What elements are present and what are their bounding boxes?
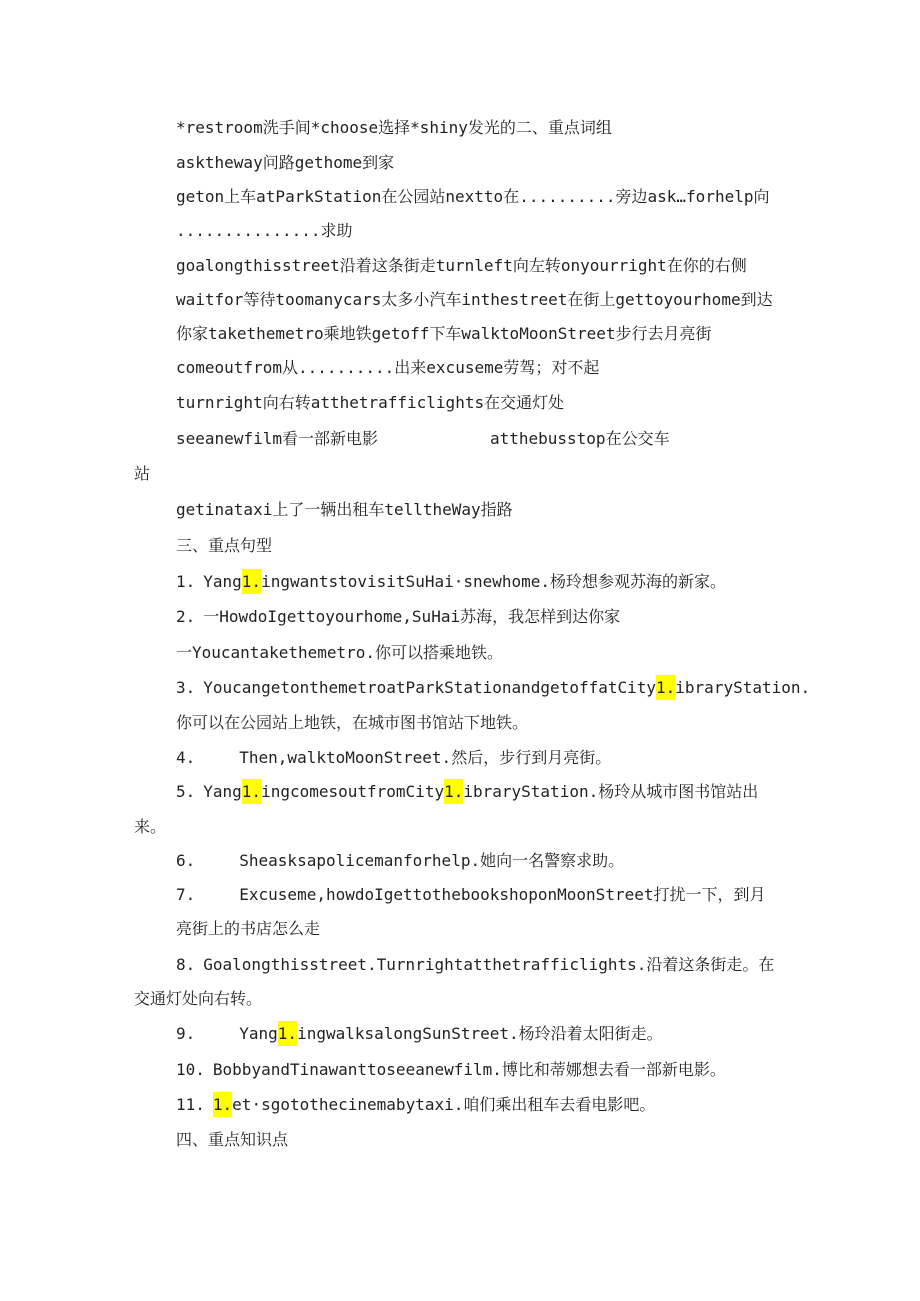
vocab-line-8: comeoutfrom从..........出来excuseme劳驾；对不起 — [176, 358, 600, 377]
sentence-7-cont: 亮街上的书店怎么走 — [176, 919, 321, 938]
vocab-line-12: getinataxi上了一辆出租车telltheWay指路 — [176, 500, 513, 519]
vocab-line-5: goalongthisstreet沿着这条街走turnleft向左转onyourright在你的右侧 — [176, 256, 747, 275]
vocab-line-11: 站 — [134, 464, 151, 483]
section-heading-sentences: 三、重点句型 — [176, 536, 273, 555]
sentence-8 — [176, 954, 774, 976]
highlight-mark: 1. — [213, 1092, 232, 1117]
sentence-text: Yang — [203, 782, 242, 801]
sentence-text: Yang — [203, 572, 242, 591]
sentence-10 — [176, 1059, 726, 1081]
sentence-7 — [176, 884, 765, 906]
sentence-number: 6. — [176, 851, 196, 870]
sentence-number: 8. — [176, 955, 196, 974]
vocab-line-6: waitfor等待toomanycars太多小汽车inthestreet在街上gettoyourhome到达 — [176, 290, 773, 309]
sentence-number: 10. — [176, 1060, 205, 1079]
vocab-line-9: turnright向右转atthetrafficlights在交通灯处 — [176, 393, 565, 412]
sentence-number: 4. — [176, 748, 196, 767]
sentence-text: BobbyandTinawanttoseeanewfilm.博比和蒂娜想去看一部新电影。 — [212, 1060, 726, 1079]
sentence-3 — [176, 677, 810, 699]
sentence-text: ibraryStation. — [675, 678, 811, 697]
sentence-number: 2. — [176, 607, 196, 626]
sentence-text: Goalongthisstreet.Turnrightatthetrafficlights.沿着这条街走。在 — [203, 955, 775, 974]
sentence-text: Yang — [239, 1024, 278, 1043]
highlight-mark: 1. — [656, 675, 675, 700]
section-heading-knowledge: 四、重点知识点 — [176, 1130, 289, 1149]
sentence-text: 一HowdoIgettoyourhome,SuHai苏海，我怎样到达你家 — [203, 607, 621, 626]
highlight-mark: 1. — [278, 1021, 297, 1046]
sentence-number: 1. — [176, 572, 196, 591]
sentence-text: et·sgotothecinemabytaxi.咱们乘出租车去看电影吧。 — [232, 1095, 656, 1114]
highlight-mark: 1. — [242, 569, 261, 594]
sentence-text: Excuseme,howdoIgettothebookshoponMoonStreet打扰一下，到月 — [239, 885, 766, 904]
sentence-text: YoucangetonthemetroatParkStationandgetoffatCity — [203, 678, 657, 697]
sentence-number: 9. — [176, 1024, 196, 1043]
sentence-4 — [176, 747, 611, 769]
highlight-mark: 1. — [242, 779, 261, 804]
vocab-line-2: asktheway问路gethome到家 — [176, 153, 395, 172]
vocab-phrase-new-film: seeanewfilm看一部新电影 — [176, 429, 378, 448]
sentence-2-cont: 一Youcantakethemetro.你可以搭乘地铁。 — [176, 643, 504, 662]
sentence-3-cont: 你可以在公园站上地铁，在城市图书馆站下地铁。 — [176, 713, 529, 732]
sentence-9 — [176, 1023, 663, 1045]
sentence-number: 7. — [176, 885, 196, 904]
sentence-6 — [176, 850, 624, 872]
highlight-mark: 1. — [444, 779, 463, 804]
sentence-text: ingcomesoutfromCity — [261, 782, 445, 801]
sentence-text: ingwantstovisitSuHai·snewhome.杨玲想参观苏海的新家。 — [261, 572, 727, 591]
sentence-1 — [176, 571, 726, 593]
sentence-text: ingwalksalongSunStreet.杨玲沿着太阳街走。 — [297, 1024, 663, 1043]
sentence-5 — [176, 781, 758, 803]
vocab-line-7: 你家takethemetro乘地铁getoff下车walktoMoonStreet步行去月亮街 — [176, 324, 712, 343]
vocab-line-3: geton上车atParkStation在公园站nextto在..........旁边ask…forhelp向 — [176, 187, 770, 206]
sentence-8-cont: 交通灯处向右转。 — [134, 989, 263, 1008]
sentence-5-cont: 来。 — [134, 817, 167, 836]
sentence-text: ibraryStation.杨玲从城市图书馆站出 — [463, 782, 759, 801]
vocab-line-1: *restroom洗手间*choose选择*shiny发光的二、重点词组 — [176, 118, 612, 137]
vocab-line-10 — [176, 428, 670, 450]
sentence-2 — [176, 606, 620, 628]
sentence-11 — [176, 1094, 655, 1116]
vocab-line-4: ...............求助 — [176, 221, 353, 240]
sentence-number: 3. — [176, 678, 196, 697]
sentence-number: 11. — [176, 1095, 205, 1114]
vocab-phrase-bus-stop: atthebusstop在公交车 — [489, 429, 670, 448]
sentence-number: 5. — [176, 782, 196, 801]
sentence-text: Then,walktoMoonStreet.然后，步行到月亮街。 — [239, 748, 612, 767]
sentence-text: Sheasksapolicemanforhelp.她向一名警察求助。 — [239, 851, 625, 870]
